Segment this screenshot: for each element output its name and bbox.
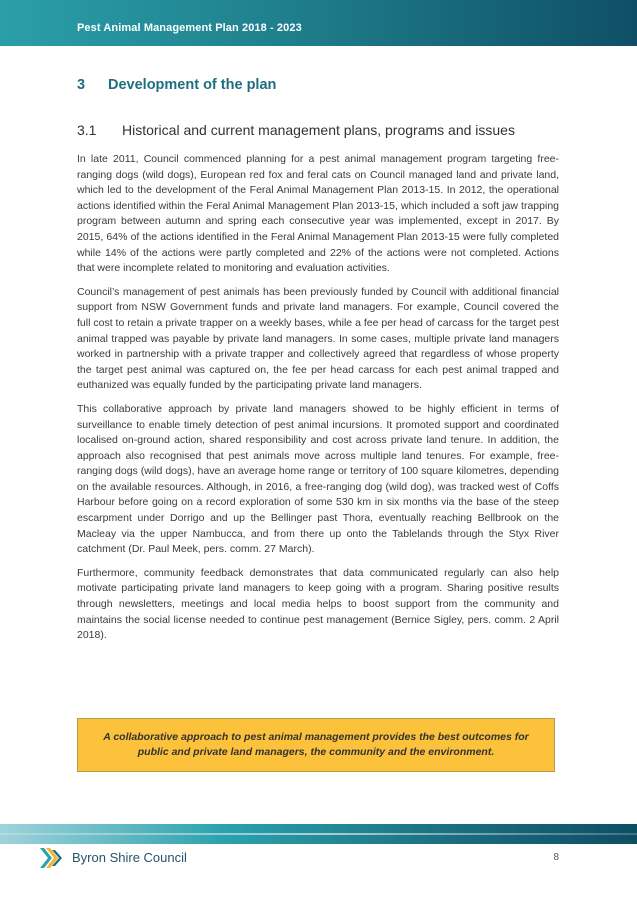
page-number: 8 (553, 852, 559, 863)
document-title: Pest Animal Management Plan 2018 - 2023 (77, 22, 302, 34)
byron-shire-logo-icon (38, 845, 64, 871)
callout-box (77, 718, 555, 772)
section-number: 3 (77, 77, 86, 93)
header-band (0, 0, 637, 46)
organization-name: Byron Shire Council (72, 850, 187, 865)
section-heading (77, 77, 276, 93)
section-title: Development of the plan (108, 77, 277, 93)
paragraph: Furthermore, community feedback demonstrates that data communicated regularly can also help motivate participating private land managers to keep going with a program. Sharing positive results through newsletters, meetings and local media helps to boost support from the community and maintains the social license needed to continue pest management (Bernice Sigley, pers. comm. 2 April 2018). (77, 566, 559, 642)
body-text (77, 152, 559, 652)
footer-stripe (0, 833, 637, 835)
paragraph: In late 2011, Council commenced planning for a pest animal management program targeting free-ranging dogs (wild dogs), European red fox and feral cats on Council managed land and private land, which led to the development of the Feral Animal Management Plan 2013-15. In 2012, the operational actions identified within the Feral Animal Management Plan 2013-15, which included a soft jaw trapping program between autumn and spring each consecutive year was implemented, except in 2017. By 2015, 64% of the actions identified in the Feral Animal Management Plan 2013-15 were fully completed while 14% of the actions were partly completed and 22% of the actions were not completed. Actions that were incomplete related to monitoring and evaluation activities. (77, 153, 559, 275)
paragraph: This collaborative approach by private land managers showed to be highly efficient in terms of surveillance to enable timely detection of pest animal incursions. It promoted support and coordinated localised on-ground action, shared responsibility and cost across private land tenure. In addition, the approach also recognised that pest animals move across multiple land tenures. For example, free-ranging dogs (wild dogs), have an average home range or territory of 100 square kilometres, depending on the available resources. Although, in 2016, a free-ranging dog (wild dog), was tracked west of Coffs Harbour before going on a record exploration of some 530 km in six months via the base of the steep escarpment under Dorrigo and up the Bellinger past Thora, eventually reaching Bellbrook on the Macleay via the upper Nambucca, and from there up onto the Tablelands through the Styx River catchment (Dr. Paul Meek, pers. comm. 27 March). (77, 402, 559, 556)
subsection-number: 3.1 (77, 122, 97, 138)
subsection-title: Historical and current management plans, programs and issues (122, 122, 515, 138)
callout-text: A collaborative approach to pest animal management provides the best outcomes for public and private land managers, the community and the environment. (103, 731, 529, 758)
subsection-heading (77, 122, 515, 138)
paragraph: Council’s management of pest animals has been previously funded by Council with additional financial support from NSW Government funds and private land managers. For example, Council covered the full cost to retain a private trapper on a weekly bases, while a fee per head of carcass for the target pest animal trapped was payable by private land managers. In some cases, multiple private land managers worked in partnership with a private trapper and collectively agreed that regardless of whose property the target pest animal was captured on, the fee per head carcass for each pest animal trapped and euthanized was equally funded by the participating private land managers. (77, 285, 559, 392)
